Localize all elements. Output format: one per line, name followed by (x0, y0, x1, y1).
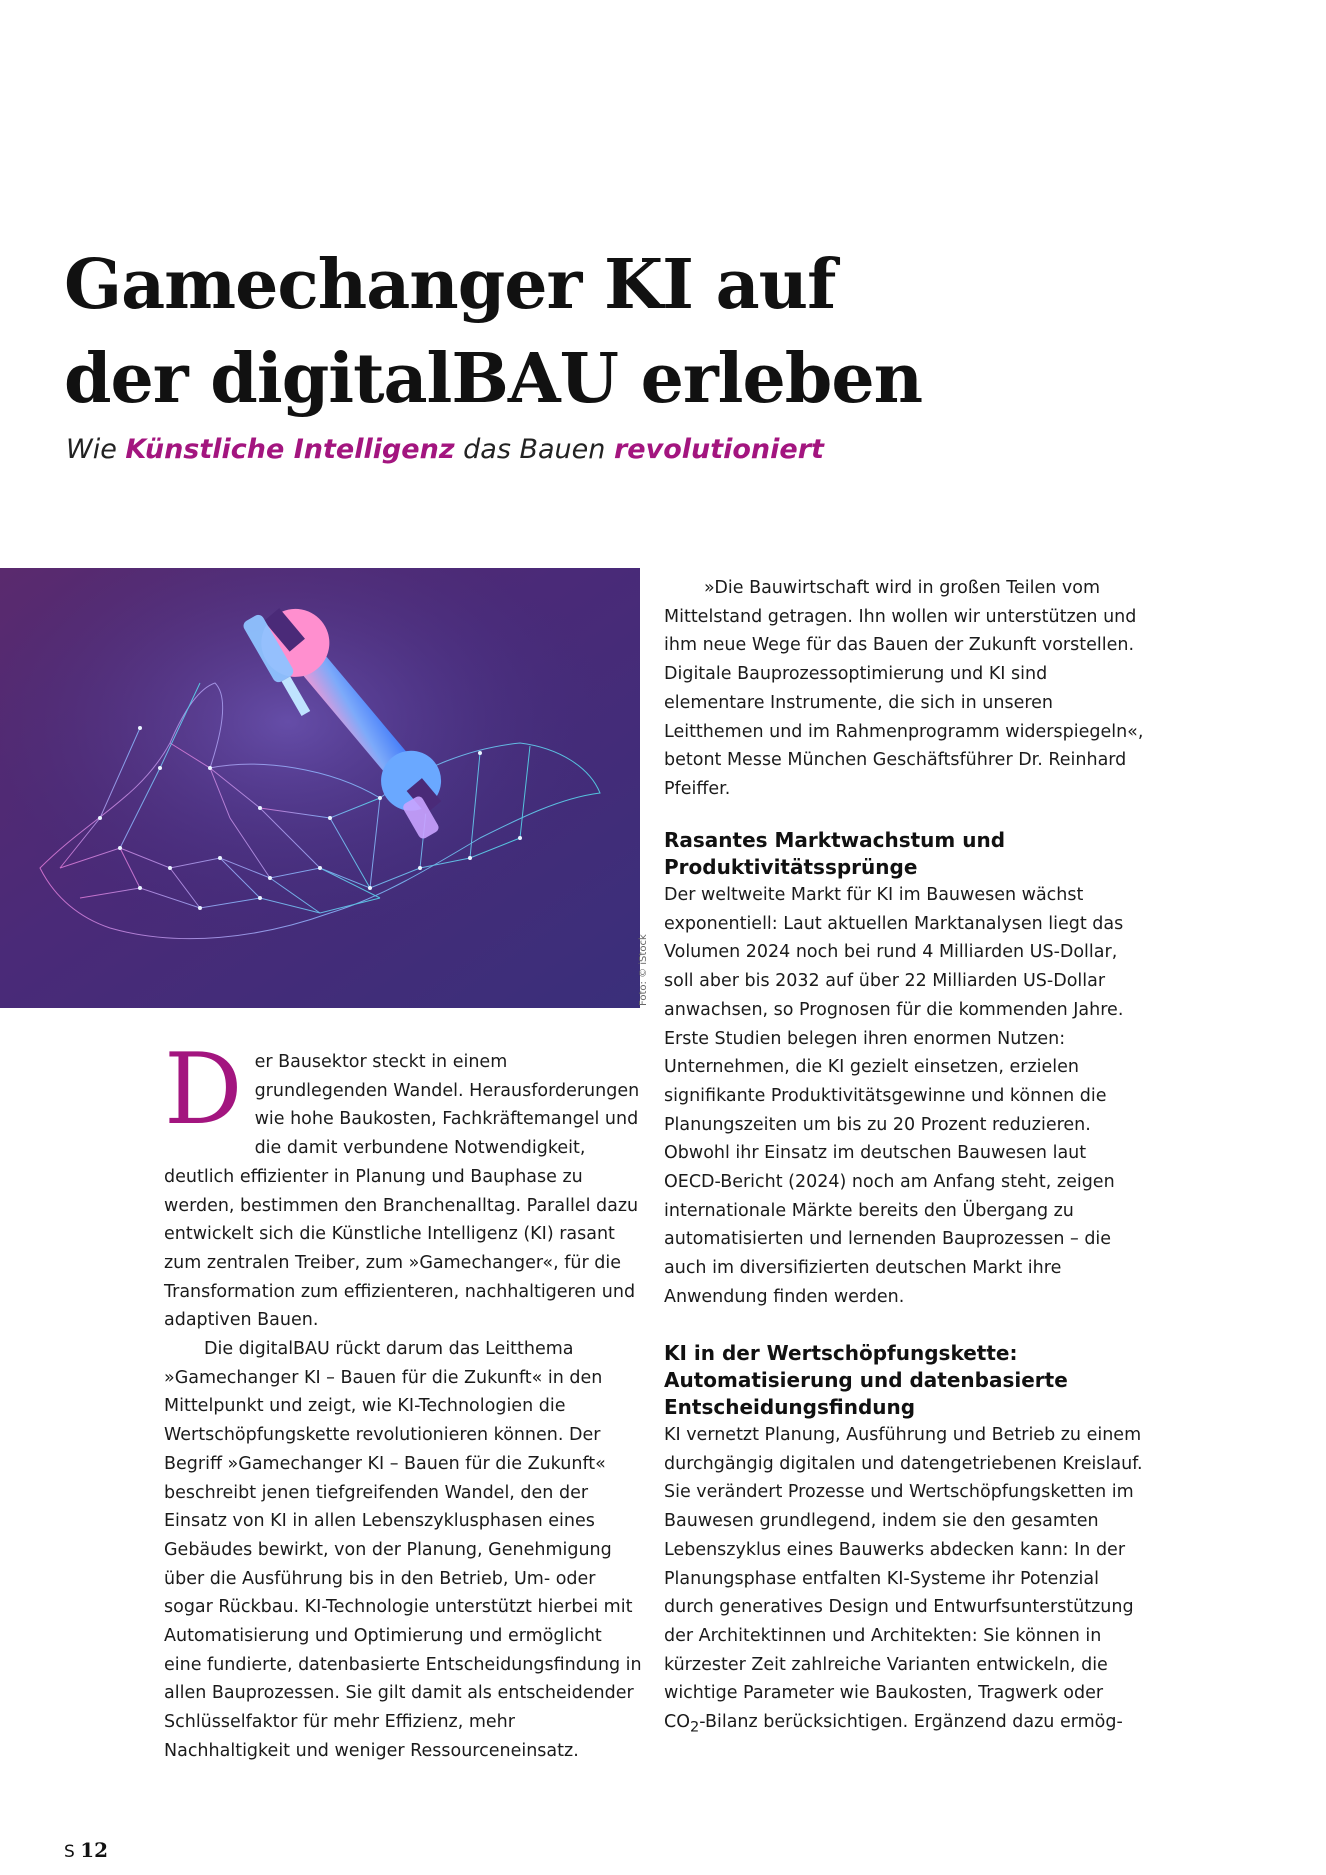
title-line-1: Gamechanger KI auf (64, 245, 836, 325)
ai-hand-wrench-illustration (0, 568, 640, 1008)
title-line-2: der digitalBAU erleben (64, 339, 923, 419)
section-heading-market: Rasantes Marktwachstum und Produktivitätssprünge (664, 828, 1006, 879)
value-chain-text-end: -Bilanz berücksichtigen. Ergänzend dazu ermög- (699, 1712, 1123, 1733)
page-number-value: 12 (80, 1838, 109, 1862)
hero-photo (0, 568, 640, 1008)
page-number (64, 1838, 108, 1862)
intro-paragraph-1 (164, 1033, 644, 1335)
subtitle-text-2: das Bauen (454, 434, 614, 465)
intro-column (164, 1033, 644, 1766)
subtitle-accent-1: Künstliche Intelligenz (125, 434, 455, 465)
intro-text-1: er Bausektor steckt in einem grundlegenden Wandel. Herausforderungen wie hohe Baukosten, Fachkräftemangel und die damit verbundene Notwendigkeit, deutlich effizienter in Planung und Bauphase zu werden, bestimmen den Branchenalltag. Parallel dazu entwickelt sich die Künstliche Intelligenz (KI) rasant zum zentralen Treiber, zum »Gamechanger«, für die Transformation zum effizienteren, nachhaltigeren und adaptiven Bauen. (164, 1052, 640, 1331)
page-prefix: S (64, 1842, 75, 1862)
section-body-value-chain (664, 1421, 1144, 1742)
drop-cap: D (164, 1033, 243, 1147)
article-subtitle (66, 434, 824, 465)
section-value-chain (664, 1340, 1144, 1742)
subtitle-accent-2: revolutioniert (613, 434, 824, 465)
quote-column (664, 574, 1144, 804)
section-body-market: Der weltweite Markt für KI im Bauwesen wächst exponentiell: Laut aktuellen Marktanalysen liegt das Volumen 2024 noch bei rund 4 Milliarden US-Dollar, soll aber bis 2032 auf über 22 Milliarden US-Dollar anwachsen, so Prognosen für die kommenden Jahre. Erste Studien belegen ihren enormen Nutzen: Unternehmen, die KI gezielt einsetzen, erzielen signifikante Produktivitätsgewinne und können die Planungszeiten um bis zu 20 Prozent reduzieren. Obwohl ihr Einsatz im deutschen Bauwesen laut OECD-Bericht (2024) noch am Anfang steht, zeigen internationale Märkte bereits den Übergang zu automatisierten und lernenden Bauprozessen – die auch im diversifizierten deutschen Markt ihre Anwendung finden werden. (664, 885, 1124, 1307)
section-market-growth (664, 827, 1144, 1312)
subtitle-text-1: Wie (66, 434, 126, 465)
quote-paragraph: »Die Bauwirtschaft wird in großen Teilen vom Mittelstand getragen. Ihn wollen wir unterstützen und ihm neue Wege für das Bauen der Zukunft vorstellen. Digitale Bauprozessoptimierung und KI sind elementare Instrumente, die sich in unseren Leitthemen und im Rahmenprogramm widerspiegeln«, betont Messe München Geschäftsführer Dr. Reinhard Pfeiffer. (664, 578, 1144, 799)
intro-paragraph-2: Die digitalBAU rückt darum das Leitthema »Gamechanger KI – Bauen für die Zukunft« in den Mittelpunkt und zeigt, wie KI-Technologien die Wertschöpfungskette revolutionieren können. Der Begriff »Gamechanger KI – Bauen für die Zukunft« beschreibt jenen tiefgreifenden Wandel, den der Einsatz von KI in allen Lebenszyklusphasen eines Gebäudes bewirkt, von der Planung, Genehmigung über die Ausführung bis in den Betrieb, Um- oder sogar Rückbau. KI-Technologie unterstützt hierbei mit Automatisierung und Optimierung und ermöglicht eine fundierte, datenbasierte Entscheidungsfindung in allen Bauprozessen. Sie gilt damit als entscheidender Schlüsselfaktor für mehr Effizienz, mehr Nachhaltigkeit und weniger Ressourceneinsatz. (164, 1339, 642, 1761)
section-heading-value-chain: KI in der Wertschöpfungskette: Automatisierung und datenbasierte Entscheidungsfindung (664, 1341, 1068, 1419)
co2-subscript: 2 (690, 1718, 700, 1736)
photo-credit: Foto: © iStock (638, 934, 649, 1006)
value-chain-text: KI vernetzt Planung, Ausführung und Betrieb zu einem durchgängig digitalen und datengetriebenen Kreislauf. Sie verändert Prozesse und Wertschöpfungsketten im Bauwesen grundlegend, indem sie den gesamten Lebenszyklus eines Bauwerks abdecken kann: In der Planungsphase entfalten KI-Systeme ihr Potenzial durch generatives Design und Entwurfsunterstützung der Architektinnen und Architekten: Sie können in kürzester Zeit zahlreiche Varianten entwickeln, die wichtige Parameter wie Baukosten, Tragwerk oder CO (664, 1425, 1143, 1733)
article-title (64, 238, 1214, 426)
